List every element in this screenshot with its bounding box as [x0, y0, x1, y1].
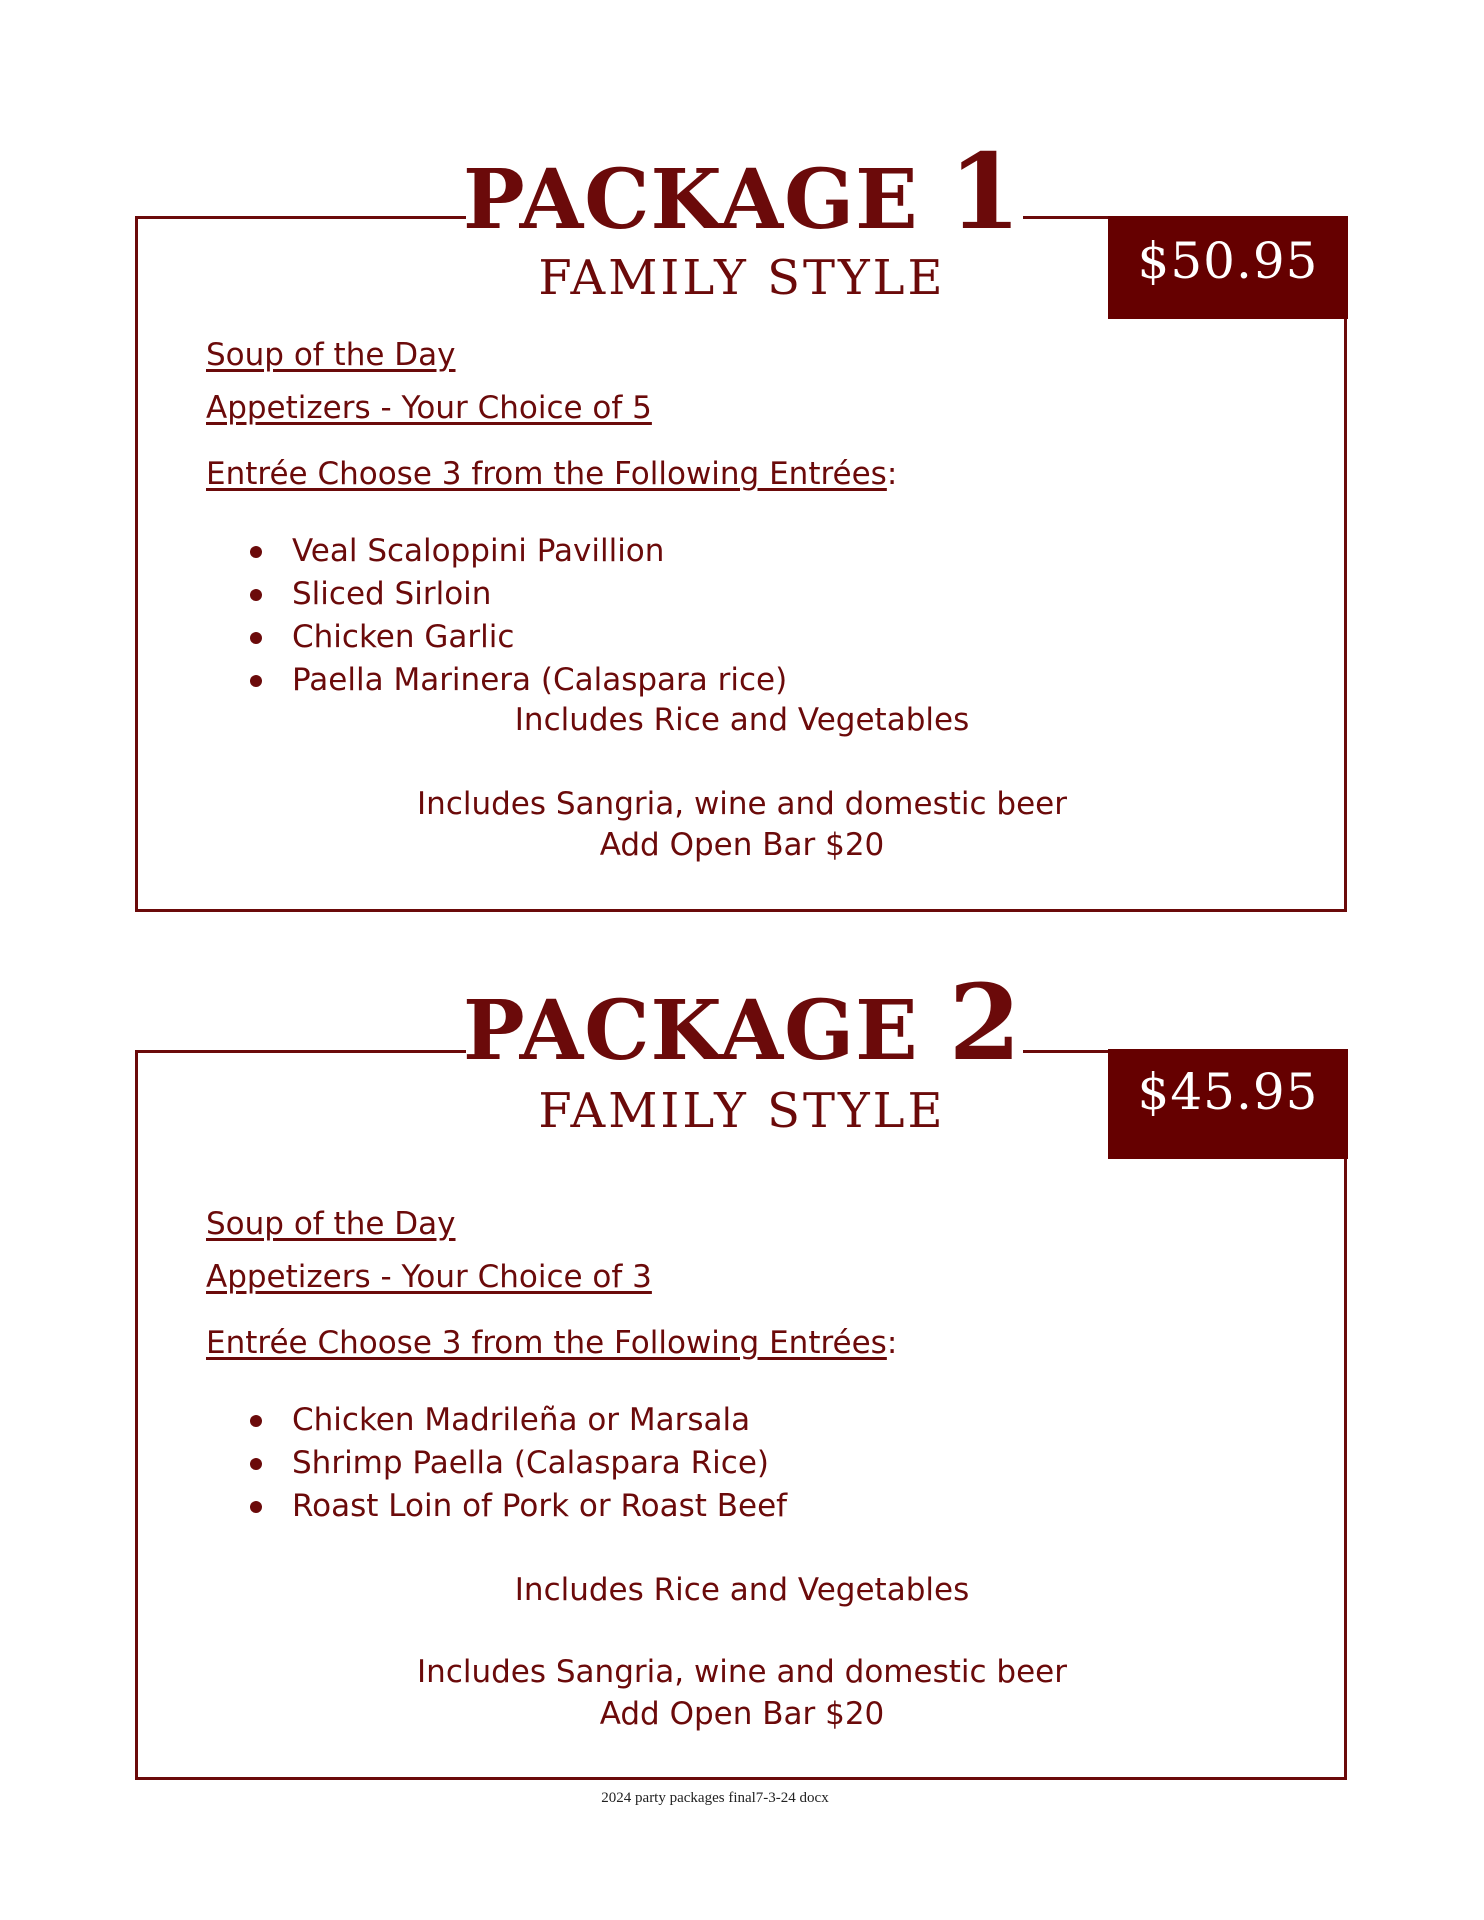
package-1-title-word: PACKAGE [462, 152, 919, 248]
list-item [250, 1399, 787, 1442]
package-2-entree-heading-text: Entrée Choose 3 from the Following Entrées [206, 1325, 887, 1361]
package-2-soup-text: Soup of the Day [206, 1206, 456, 1242]
package-1-entree-2: Sliced Sirloin [292, 576, 492, 612]
bullet-icon [250, 675, 262, 687]
bullet-icon [250, 632, 262, 644]
package-1-soup [206, 337, 456, 373]
package-2-price-badge: $45.95 [1108, 1049, 1348, 1159]
package-1-open-bar: Add Open Bar $20 [599, 827, 885, 863]
package-2-entree-colon: : [886, 1325, 898, 1361]
package-2-entree-2: Shrimp Paella (Calaspara Rice) [292, 1445, 769, 1481]
package-2-subtitle: FAMILY STYLE [538, 1083, 946, 1139]
package-2-title-word: PACKAGE [462, 983, 919, 1079]
package-1-subtitle: FAMILY STYLE [538, 250, 946, 306]
list-item [250, 530, 787, 573]
package-2-soup [206, 1206, 456, 1242]
list-item [250, 659, 787, 702]
package-1-entree-list [250, 530, 787, 702]
package-2-includes-drinks: Includes Sangria, wine and domestic beer [417, 1654, 1067, 1690]
list-item [250, 1442, 787, 1485]
package-2-entree-list [250, 1399, 787, 1528]
bullet-icon [250, 1415, 262, 1427]
package-2-entree-3: Roast Loin of Pork or Roast Beef [292, 1488, 788, 1524]
bullet-icon [250, 546, 262, 558]
list-item [250, 1485, 787, 1528]
package-1-entree-heading [206, 456, 897, 492]
package-1-includes-sides: Includes Rice and Vegetables [514, 702, 970, 738]
package-1-soup-text: Soup of the Day [206, 337, 456, 373]
bullet-icon [250, 1458, 262, 1470]
package-2-entree-1: Chicken Madrileña or Marsala [292, 1402, 751, 1438]
document-footer: 2024 party packages final7-3-24 docx [601, 1790, 829, 1806]
package-2-entree-heading [206, 1325, 897, 1361]
package-1-appetizers [206, 390, 652, 426]
bullet-icon [250, 589, 262, 601]
package-2-includes-sides: Includes Rice and Vegetables [514, 1572, 970, 1608]
package-1-entree-heading-text: Entrée Choose 3 from the Following Entrées [206, 456, 887, 492]
package-2-appetizers [206, 1259, 652, 1295]
package-1-entree-4: Paella Marinera (Calaspara rice) [292, 662, 788, 698]
package-1-entree-1: Veal Scaloppini Pavillion [292, 533, 665, 569]
package-1-price-badge: $50.95 [1108, 216, 1348, 319]
package-1-title-number: 1 [948, 130, 1022, 253]
bullet-icon [250, 1501, 262, 1513]
package-2-appetizers-text: Appetizers - Your Choice of 3 [206, 1259, 652, 1295]
package-2-title-number: 2 [948, 961, 1022, 1084]
package-1-appetizers-text: Appetizers - Your Choice of 5 [206, 390, 652, 426]
list-item [250, 573, 787, 616]
package-1-entree-colon: : [886, 456, 898, 492]
package-1-entree-3: Chicken Garlic [292, 619, 515, 655]
package-1-includes-drinks: Includes Sangria, wine and domestic beer [417, 786, 1067, 822]
list-item [250, 616, 787, 659]
package-2-open-bar: Add Open Bar $20 [599, 1696, 885, 1732]
